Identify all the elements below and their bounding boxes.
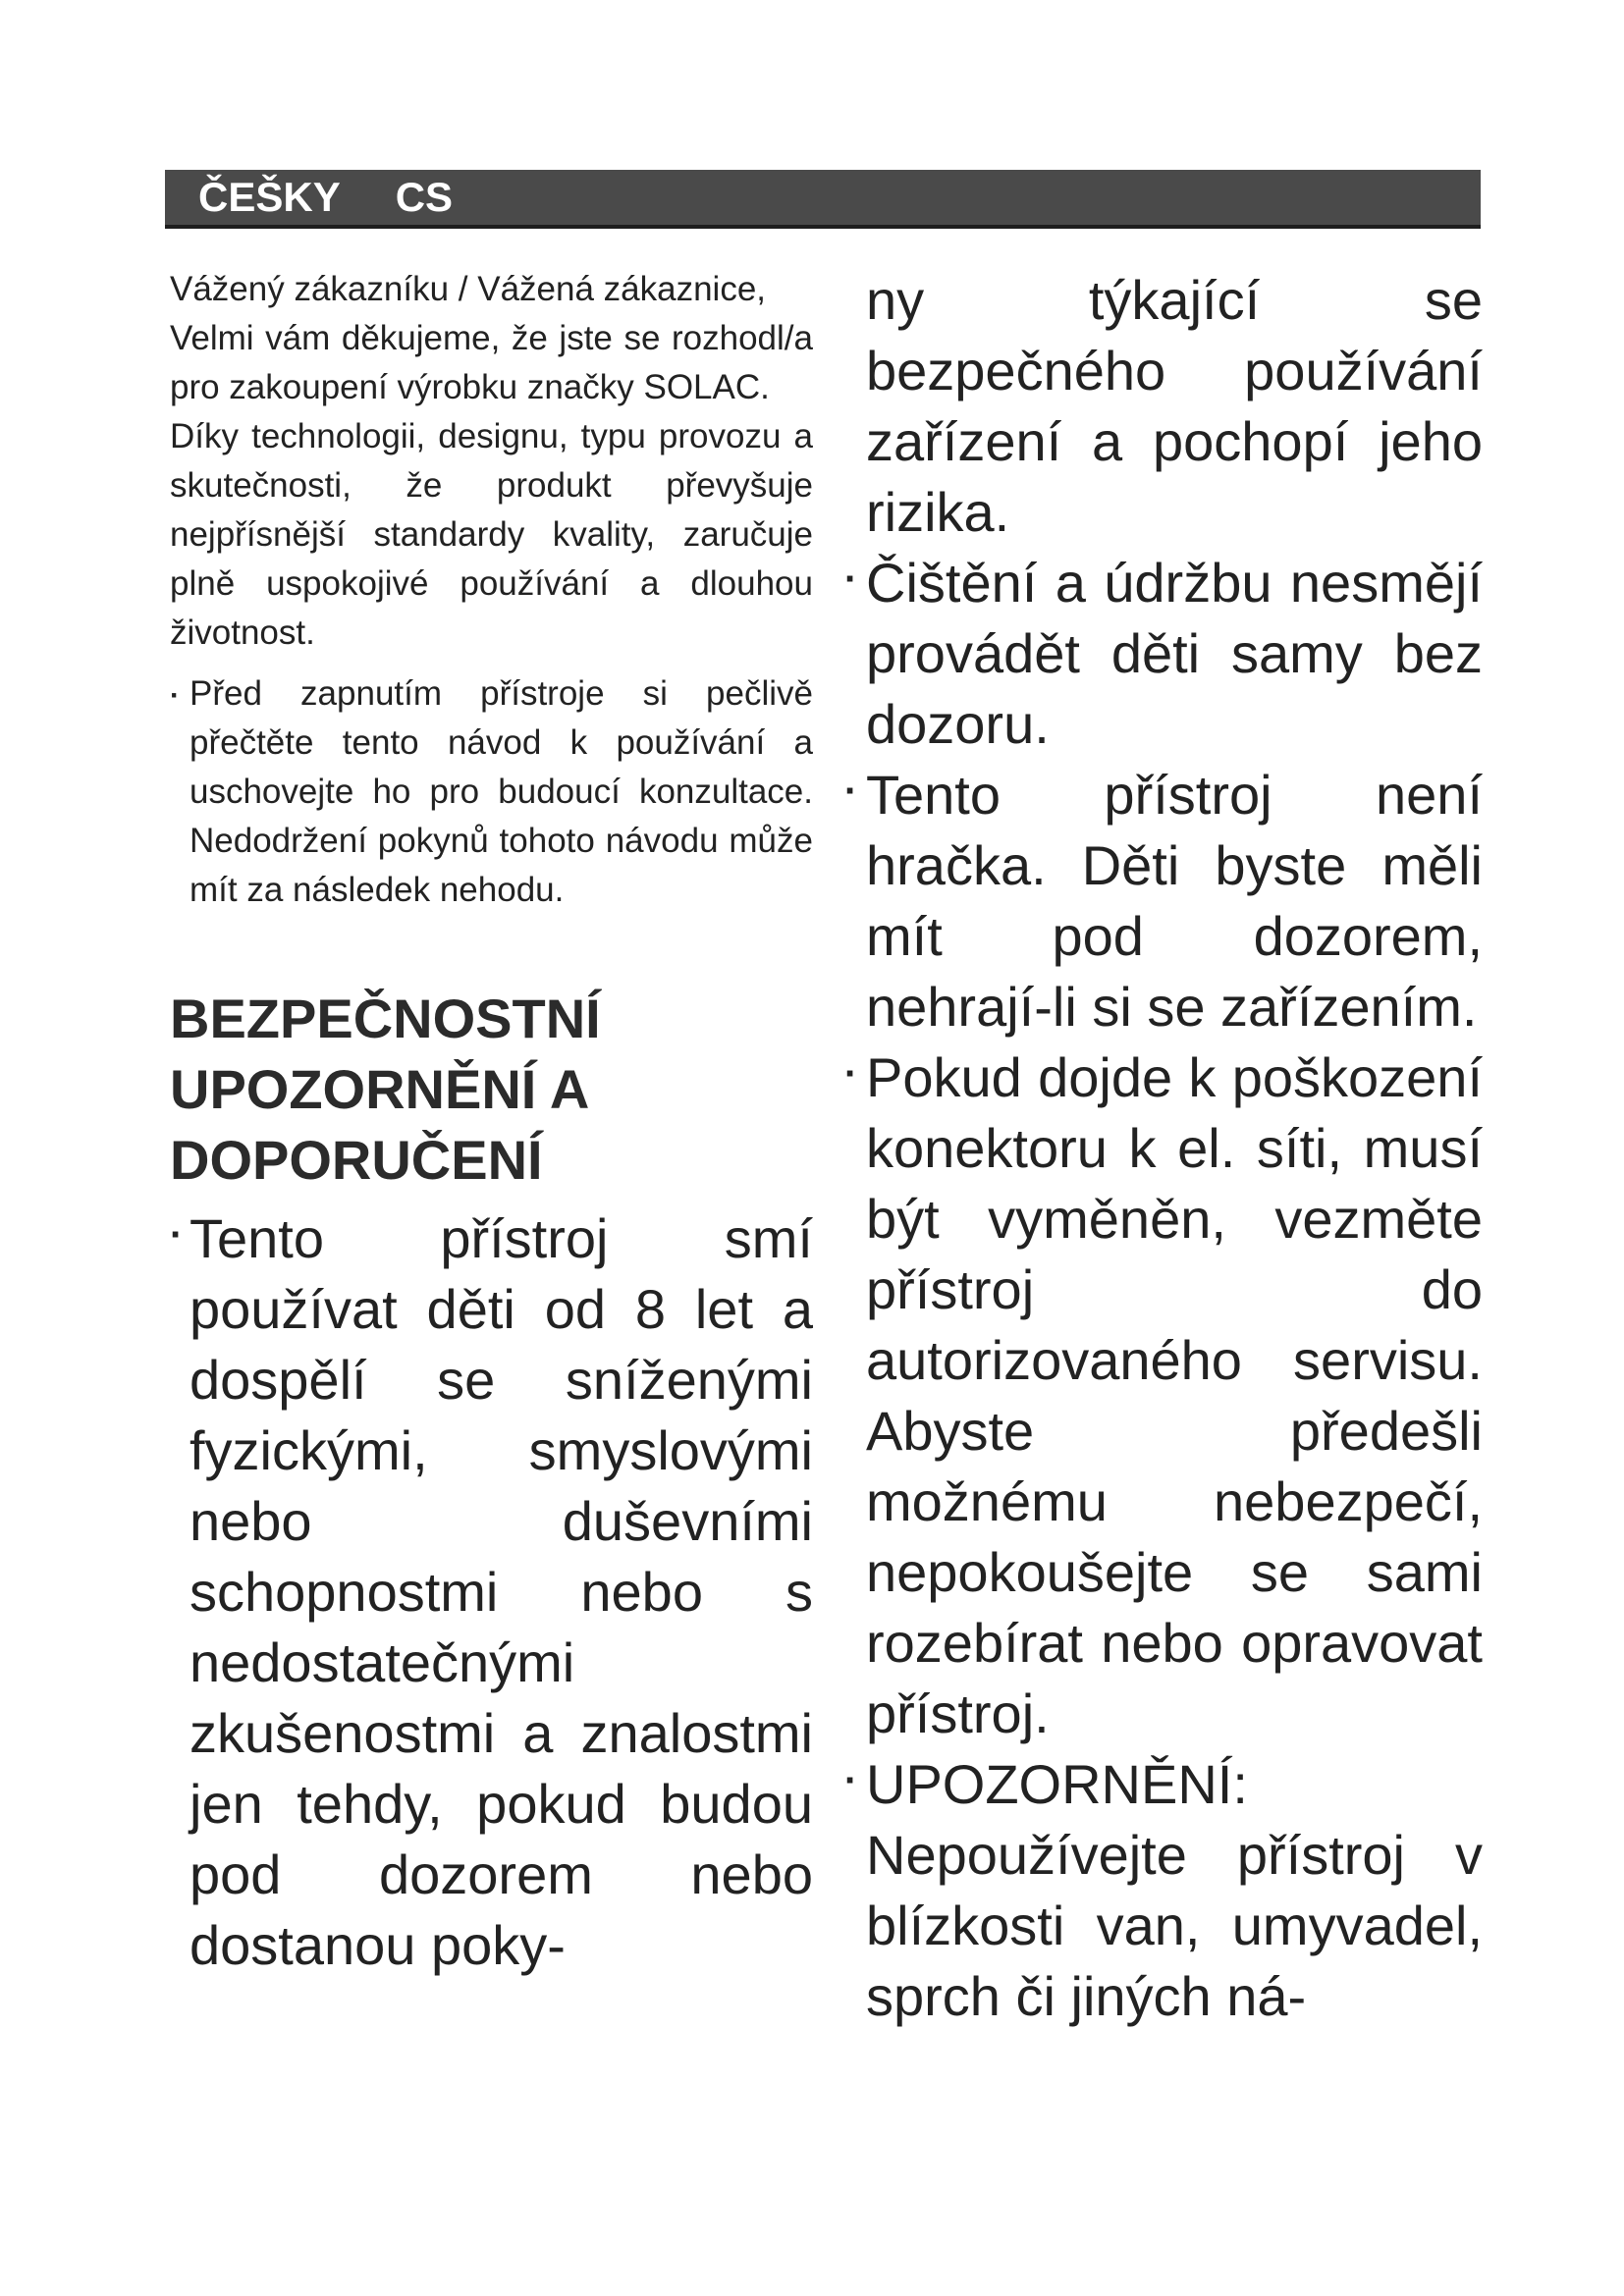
bullet-dot: ·	[844, 1759, 858, 1802]
intro-bullet	[170, 669, 813, 915]
bullet-dot: ·	[170, 679, 180, 712]
safety-bullet-5	[844, 1749, 1483, 2032]
safety-bullet-4	[844, 1042, 1483, 1749]
safety-bullet-5-text: UPOZORNĚNÍ: Nepoužívejte přístroj v blízkosti van, umyvadel, sprch či jiných ná-	[866, 1753, 1483, 2027]
bullet-dot: ·	[844, 1052, 858, 1095]
intro-greeting: Vážený zákazníku / Vážená zákaznice,	[170, 270, 767, 308]
language-name: ČEŠKY	[198, 174, 341, 220]
section-heading: BEZPEČNOSTNÍ UPOZORNĚNÍ A DOPORUČENÍ	[170, 988, 601, 1191]
safety-bullet-4-text: Pokud dojde k poškození konektoru k el. síti, musí být vyměněn, vezměte přístroj do autorizovaného servisu. Abyste předešli možnému nebezpečí, nepokoušejte se sami rozebírat nebo opravovat přístroj.	[866, 1046, 1483, 1744]
left-column	[170, 265, 813, 1981]
intro-bullet-text: Před zapnutím přístroje si pečlivě přečtěte tento návod k používání a uschovejte ho pro budoucí konzultace. Nedodržení pokynů tohoto návodu může mít za následek nehodu.	[189, 674, 813, 909]
safety-bullet-1-text-part1: Tento přístroj smí používat děti od 8 let a dospělí se sníženými fyzickými, smyslovými nebo duševními schopnostmi nebo s nedostatečnými zkušenostmi a znalostmi jen tehdy, pokud budou pod dozorem nebo dostanou poky-	[189, 1207, 813, 1976]
intro-text	[170, 265, 813, 658]
intro-thanks: Velmi vám děkujeme, že jste se rozhodl/a pro zakoupení výrobku značky SOLAC.	[170, 319, 813, 406]
safety-bullet-3-text: Tento přístroj není hračka. Děti byste měli mít pod dozorem, nehrají-li si se zařízením.	[866, 764, 1483, 1038]
bullet-dot: ·	[844, 770, 858, 813]
bullet-dot: ·	[170, 1213, 184, 1256]
safety-bullet-1-text-part2: ny týkající se bezpečného používání zařízení a pochopí jeho rizika.	[866, 269, 1483, 543]
right-column	[844, 265, 1483, 2032]
intro-quality: Díky technologii, designu, typu provozu a skutečnosti, že produkt převyšuje nejpřísnější standardy kvality, zaručuje plně uspokojivé používání a dlouhou životnost.	[170, 417, 813, 652]
language-code: CS	[395, 174, 454, 220]
safety-bullet-3	[844, 760, 1483, 1042]
safety-bullet-2	[844, 548, 1483, 760]
safety-bullet-2-text: Čištění a údržbu nesmějí provádět děti samy bez dozoru.	[866, 552, 1483, 755]
safety-bullet-1	[170, 1203, 813, 1981]
safety-bullet-1-continued	[844, 265, 1483, 548]
language-header-bar	[165, 170, 1481, 229]
bullet-dot: ·	[844, 558, 858, 601]
